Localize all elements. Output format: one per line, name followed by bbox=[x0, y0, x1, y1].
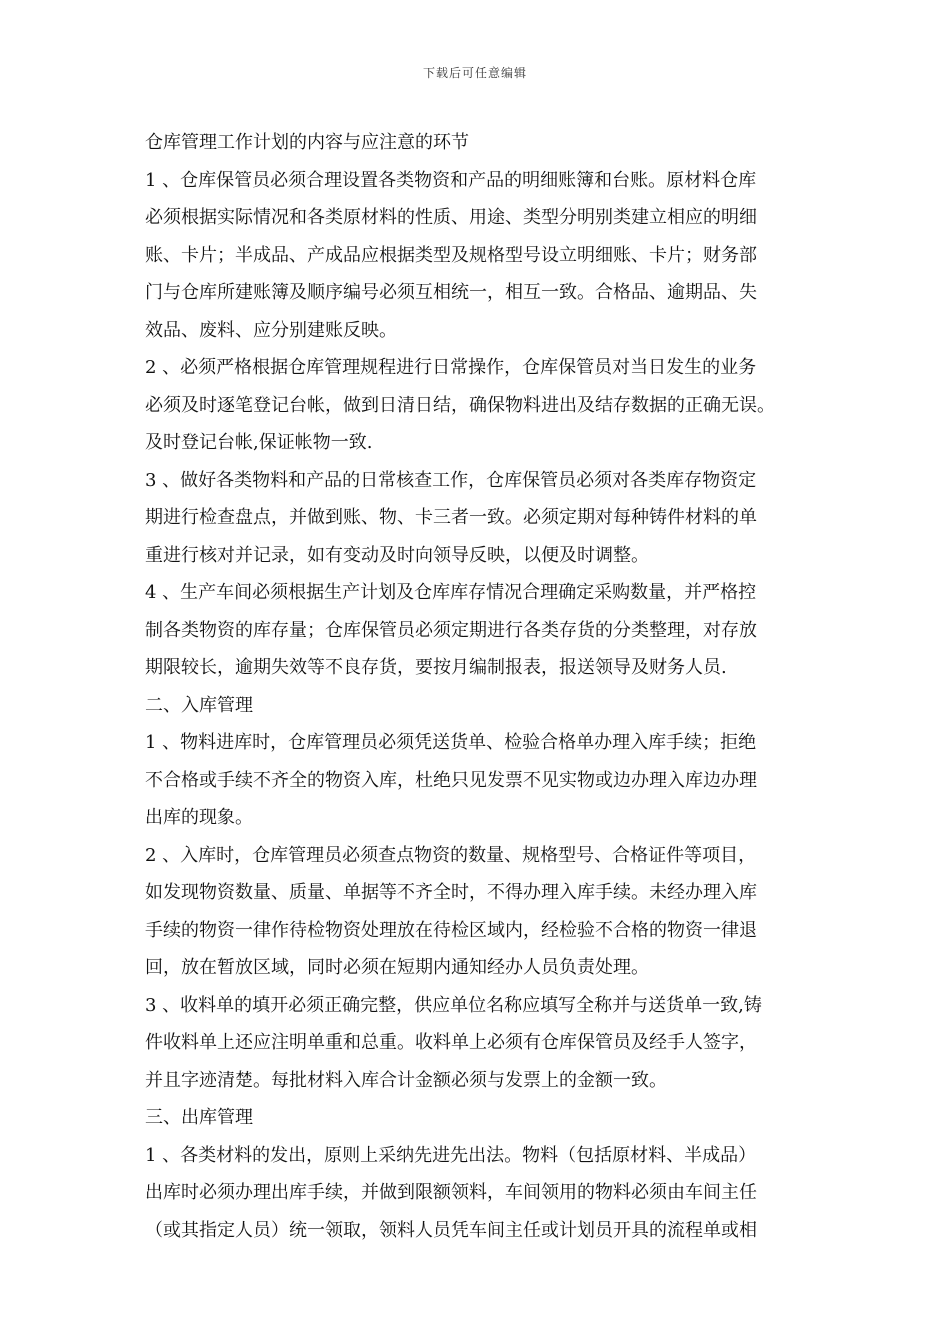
text-line: 制各类物资的库存量；仓库保管员必须定期进行各类存货的分类整理，对存放 bbox=[145, 619, 757, 641]
section-heading: 三、出库管理 bbox=[145, 1107, 253, 1128]
text-line: 出库的现象。 bbox=[145, 807, 253, 828]
text-line: 期限较长，逾期失效等不良存货，要按月编制报表，报送领导及财务人员. bbox=[145, 657, 727, 678]
text-line: 如发现物资数量、质量、单据等不齐全时，不得办理入库手续。未经办理入库 bbox=[145, 882, 757, 903]
text-line: 1 、物料进库时，仓库管理员必须凭送货单、检验合格单办理入库手续；拒绝 bbox=[145, 732, 757, 753]
text-line: 重进行核对并记录，如有变动及时向领导反映，以便及时调整。 bbox=[145, 544, 649, 566]
text-line: 手续的物资一律作待检物资处理放在待检区域内，经检验不合格的物资一律退 bbox=[145, 919, 757, 941]
text-line: 期进行检查盘点，并做到账、物、卡三者一致。必须定期对每种铸件材料的单 bbox=[145, 507, 757, 528]
text-line: 门与仓库所建账簿及顺序编号必须互相统一，相互一致。合格品、逾期品、失 bbox=[145, 282, 757, 303]
text-line: 1 、各类材料的发出，原则上采纳先进先出法。物料（包括原材料、半成品） bbox=[145, 1144, 757, 1166]
text-line: 回，放在暂放区域，同时必须在短期内通知经办人员负责处理。 bbox=[145, 957, 649, 978]
text-line: 必须及时逐笔登记台帐，做到日清日结，确保物料进出及结存数据的正确无误。 bbox=[145, 394, 775, 416]
text-line: 及时登记台帐,保证帐物一致. bbox=[145, 432, 373, 453]
text-line: 账、卡片；半成品、产成品应根据类型及规格型号设立明细账、卡片；财务部 bbox=[145, 244, 757, 266]
document-body bbox=[145, 124, 810, 1249]
text-line: （或其指定人员）统一领取，领料人员凭车间主任或计划员开具的流程单或相 bbox=[145, 1219, 757, 1241]
text-line: 出库时必须办理出库手续，并做到限额领料，车间领用的物料必须由车间主任 bbox=[145, 1182, 757, 1203]
text-line: 4 、生产车间必须根据生产计划及仓库库存情况合理确定采购数量，并严格控 bbox=[145, 582, 757, 603]
text-line: 3 、做好各类物料和产品的日常核查工作，仓库保管员必须对各类库存物资定 bbox=[145, 469, 757, 491]
text-line: 不合格或手续不齐全的物资入库，杜绝只见发票不见实物或边办理入库边办理 bbox=[145, 769, 757, 791]
text-line: 必须根据实际情况和各类原材料的性质、用途、类型分明别类建立相应的明细 bbox=[145, 207, 757, 228]
document-title: 仓库管理工作计划的内容与应注意的环节 bbox=[145, 132, 469, 153]
text-line: 并且字迹清楚。每批材料入库合计金额必须与发票上的金额一致。 bbox=[145, 1069, 667, 1091]
text-line: 2 、必须严格根据仓库管理规程进行日常操作，仓库保管员对当日发生的业务 bbox=[145, 357, 757, 378]
page-header: 下载后可任意编辑 bbox=[422, 66, 527, 80]
text-line: 3 、收料单的填开必须正确完整，供应单位名称应填写全称并与送货单一致,铸 bbox=[145, 994, 762, 1016]
text-line: 2 、入库时，仓库管理员必须查点物资的数量、规格型号、合格证件等项目， bbox=[145, 844, 757, 866]
text-line: 效品、废料、应分别建账反映。 bbox=[145, 319, 397, 341]
text-line: 件收料单上还应注明单重和总重。收料单上必须有仓库保管员及经手人签字， bbox=[145, 1032, 757, 1053]
text-line: 1 、仓库保管员必须合理设置各类物资和产品的明细账簿和台账。原材料仓库 bbox=[145, 169, 757, 191]
section-heading: 二、入库管理 bbox=[145, 694, 253, 716]
